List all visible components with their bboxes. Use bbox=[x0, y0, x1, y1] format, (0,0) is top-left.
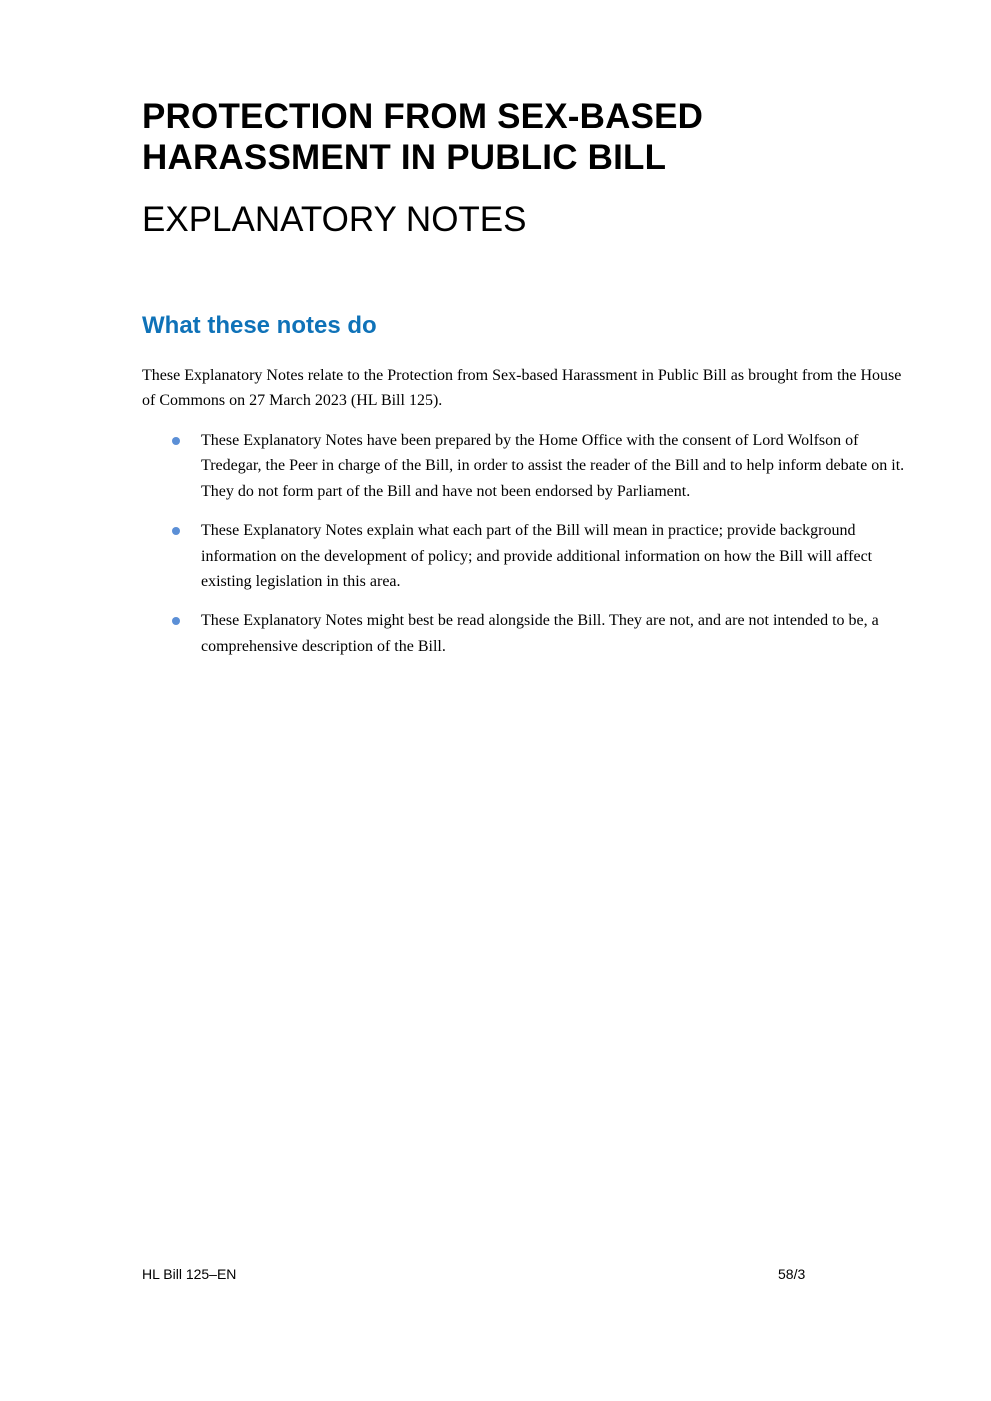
footer-bill-reference: HL Bill 125–EN bbox=[142, 1266, 237, 1282]
bullet-item bbox=[170, 518, 905, 594]
bullet-dot-icon bbox=[172, 437, 180, 445]
bullet-dot-icon bbox=[172, 527, 180, 535]
document-title-line-1: PROTECTION FROM SEX-BASED bbox=[142, 97, 704, 136]
footer-page-reference: 58/3 bbox=[778, 1266, 806, 1282]
document-title bbox=[142, 96, 902, 178]
document-title-line-2: HARASSMENT IN PUBLIC BILL bbox=[142, 138, 667, 177]
bullet-text: These Explanatory Notes might best be read alongside the Bill. They are not, and are not intended to be, a comprehensive description of the Bill. bbox=[201, 612, 879, 655]
bullet-item bbox=[170, 608, 905, 659]
bullet-list bbox=[170, 428, 905, 673]
bullet-text: These Explanatory Notes explain what each part of the Bill will mean in practice; provide background information on the development of policy; and provide additional information on how the Bill will affect existing legislation in this area. bbox=[201, 522, 873, 591]
bullet-dot-icon bbox=[172, 617, 180, 625]
intro-paragraph: These Explanatory Notes relate to the Protection from Sex-based Harassment in Public Bill as brought from the House of Commons on 27 March 2023 (HL Bill 125). bbox=[142, 367, 902, 409]
bullet-text: These Explanatory Notes have been prepared by the Home Office with the consent of Lord Wolfson of Tredegar, the Peer in charge of the Bill, in order to assist the reader of the Bill and to help inform debate on it. They do not form part of the Bill and have not been endorsed by Parliament. bbox=[201, 432, 905, 500]
bullet-item bbox=[170, 428, 905, 504]
section-heading: What these notes do bbox=[142, 312, 377, 339]
document-subtitle: EXPLANATORY NOTES bbox=[142, 200, 527, 239]
